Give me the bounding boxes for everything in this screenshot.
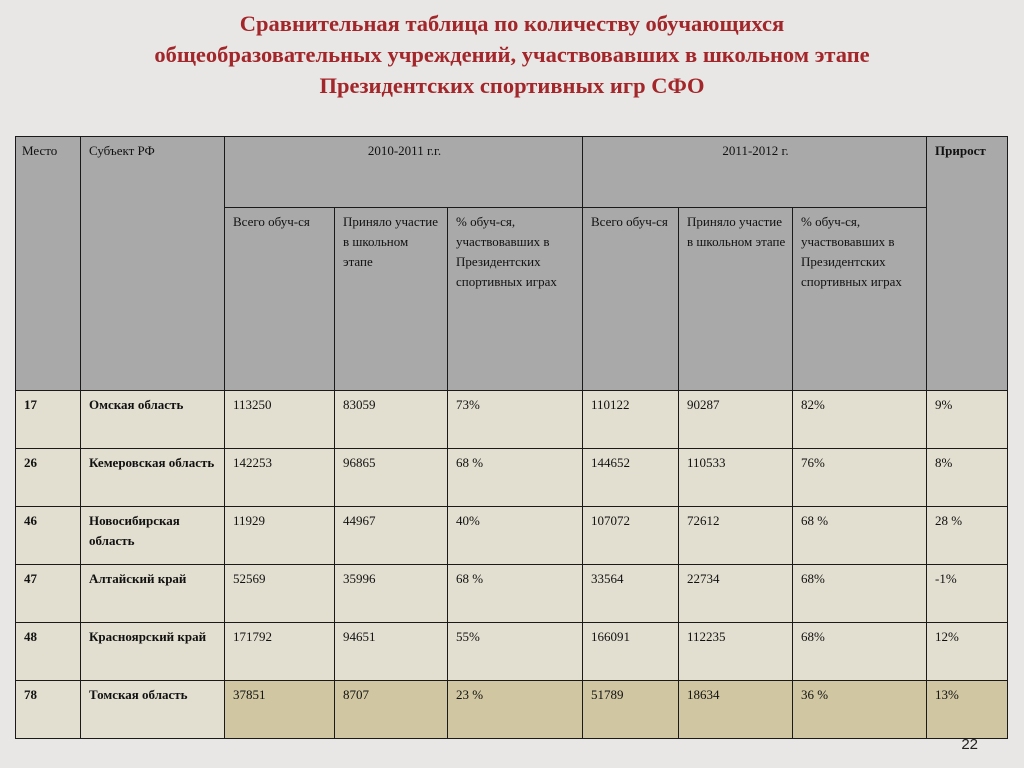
header-period-2010-2011: 2010-2011 г.г. bbox=[225, 137, 583, 208]
table-row bbox=[16, 507, 1008, 565]
cell-region: Кемеровская область bbox=[81, 449, 225, 507]
cell-place: 47 bbox=[16, 565, 81, 623]
header-growth: Прирост bbox=[927, 137, 1008, 391]
cell-percent-2011: 68% bbox=[793, 565, 927, 623]
cell-total-2010: 171792 bbox=[225, 623, 335, 681]
cell-total-2011: 33564 bbox=[583, 565, 679, 623]
cell-participated-2011: 22734 bbox=[679, 565, 793, 623]
cell-place: 26 bbox=[16, 449, 81, 507]
cell-place: 48 bbox=[16, 623, 81, 681]
cell-growth: 13% bbox=[927, 681, 1008, 739]
header-total-2010: Всего обуч-ся bbox=[225, 208, 335, 391]
cell-region: Омская область bbox=[81, 391, 225, 449]
cell-percent-2010: 73% bbox=[448, 391, 583, 449]
slide-title bbox=[40, 8, 984, 101]
cell-total-2011: 110122 bbox=[583, 391, 679, 449]
header-percent-2010: % обуч-ся, участвовавших в Президентских спортивных играх bbox=[448, 208, 583, 391]
cell-participated-2011: 90287 bbox=[679, 391, 793, 449]
page-number: 22 bbox=[961, 736, 978, 753]
cell-growth: 8% bbox=[927, 449, 1008, 507]
cell-total-2010: 37851 bbox=[225, 681, 335, 739]
table-row bbox=[16, 391, 1008, 449]
cell-participated-2011: 110533 bbox=[679, 449, 793, 507]
cell-participated-2011: 18634 bbox=[679, 681, 793, 739]
cell-percent-2011: 68% bbox=[793, 623, 927, 681]
cell-total-2011: 51789 bbox=[583, 681, 679, 739]
header-place: Место bbox=[16, 137, 81, 391]
header-percent-2011: % обуч-ся, участвовавших в Президентских спортивных играх bbox=[793, 208, 927, 391]
title-line-2: общеобразовательных учреждений, участвовавших в школьном этапе bbox=[154, 42, 870, 67]
table-head bbox=[16, 137, 1008, 391]
cell-region: Томская область bbox=[81, 681, 225, 739]
cell-percent-2011: 36 % bbox=[793, 681, 927, 739]
cell-total-2010: 52569 bbox=[225, 565, 335, 623]
cell-participated-2010: 44967 bbox=[335, 507, 448, 565]
table-row bbox=[16, 565, 1008, 623]
cell-total-2011: 107072 bbox=[583, 507, 679, 565]
cell-place: 17 bbox=[16, 391, 81, 449]
cell-participated-2010: 35996 bbox=[335, 565, 448, 623]
cell-participated-2010: 94651 bbox=[335, 623, 448, 681]
cell-total-2010: 113250 bbox=[225, 391, 335, 449]
cell-percent-2011: 68 % bbox=[793, 507, 927, 565]
cell-total-2010: 11929 bbox=[225, 507, 335, 565]
cell-growth: 28 % bbox=[927, 507, 1008, 565]
header-subject: Субъект РФ bbox=[81, 137, 225, 391]
cell-total-2011: 144652 bbox=[583, 449, 679, 507]
cell-percent-2010: 68 % bbox=[448, 565, 583, 623]
cell-region: Алтайский край bbox=[81, 565, 225, 623]
cell-place: 78 bbox=[16, 681, 81, 739]
table-row bbox=[16, 681, 1008, 739]
table-row bbox=[16, 623, 1008, 681]
cell-participated-2011: 72612 bbox=[679, 507, 793, 565]
header-participated-2010: Приняло участие в школьном этапе bbox=[335, 208, 448, 391]
header-period-2011-2012: 2011-2012 г. bbox=[583, 137, 927, 208]
cell-percent-2011: 82% bbox=[793, 391, 927, 449]
cell-place: 46 bbox=[16, 507, 81, 565]
cell-participated-2010: 8707 bbox=[335, 681, 448, 739]
cell-total-2010: 142253 bbox=[225, 449, 335, 507]
title-line-3: Президентских спортивных игр СФО bbox=[319, 73, 705, 98]
header-total-2011: Всего обуч-ся bbox=[583, 208, 679, 391]
table-row bbox=[16, 449, 1008, 507]
cell-region: Новосибирская область bbox=[81, 507, 225, 565]
cell-participated-2011: 112235 bbox=[679, 623, 793, 681]
cell-total-2011: 166091 bbox=[583, 623, 679, 681]
cell-percent-2010: 40% bbox=[448, 507, 583, 565]
cell-percent-2010: 23 % bbox=[448, 681, 583, 739]
cell-percent-2010: 68 % bbox=[448, 449, 583, 507]
cell-growth: 12% bbox=[927, 623, 1008, 681]
cell-percent-2011: 76% bbox=[793, 449, 927, 507]
title-line-1: Сравнительная таблица по количеству обучающихся bbox=[239, 11, 785, 36]
cell-growth: -1% bbox=[927, 565, 1008, 623]
cell-participated-2010: 83059 bbox=[335, 391, 448, 449]
cell-participated-2010: 96865 bbox=[335, 449, 448, 507]
cell-growth: 9% bbox=[927, 391, 1008, 449]
header-row-1 bbox=[16, 137, 1008, 208]
header-participated-2011: Приняло участие в школьном этапе bbox=[679, 208, 793, 391]
table-body bbox=[16, 391, 1008, 739]
cell-percent-2010: 55% bbox=[448, 623, 583, 681]
comparison-table bbox=[15, 136, 1008, 739]
cell-region: Красноярский край bbox=[81, 623, 225, 681]
